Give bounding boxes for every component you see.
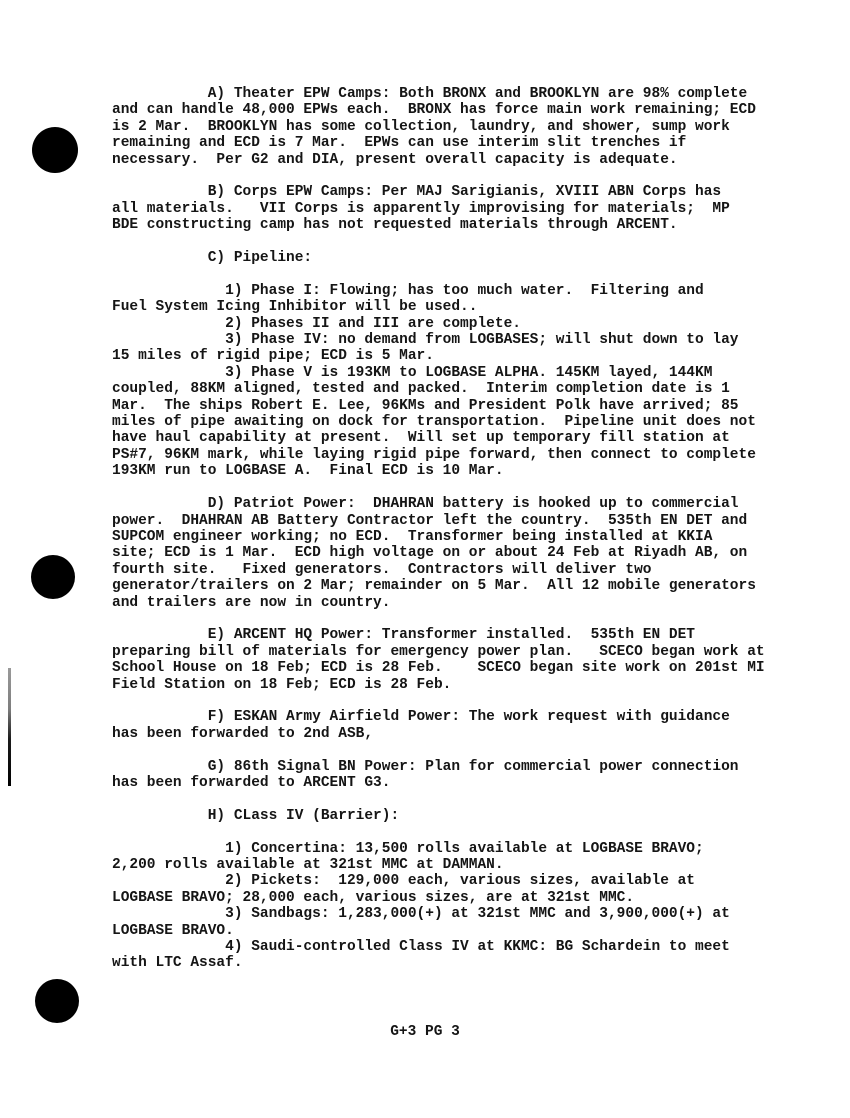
para-g-86th-signal-bn-power xyxy=(112,759,765,792)
text-line: PS#7, 96KM mark, while laying rigid pipe forward, then connect to complete xyxy=(112,446,756,463)
text-line: all materials. VII Corps is apparently improvising for materials; MP xyxy=(112,200,730,217)
text-line: F) ESKAN Army Airfield Power: The work request with guidance xyxy=(112,709,730,726)
text-line: C) Pipeline: xyxy=(112,250,313,267)
para-a-theater-epw-camps xyxy=(112,86,765,168)
text-line: 3) Phase IV: no demand from LOGBASES; will shut down to lay xyxy=(112,332,739,349)
text-line: fourth site. Fixed generators. Contractors will deliver two xyxy=(112,561,652,578)
text-line: H) CLass IV (Barrier): xyxy=(112,807,400,824)
para-b-corps-epw-camps xyxy=(112,184,765,233)
text-line: 1) Phase I: Flowing; has too much water. Filtering and xyxy=(112,282,704,299)
hole-punch-mark xyxy=(35,979,79,1023)
text-line: 2) Phases II and III are complete. xyxy=(112,315,521,332)
text-line: Field Station on 18 Feb; ECD is 28 Feb. xyxy=(112,676,452,693)
text-line: SUPCOM engineer working; no ECD. Transformer being installed at KKIA xyxy=(112,528,713,545)
text-line: necessary. Per G2 and DIA, present overall capacity is adequate. xyxy=(112,151,678,168)
text-line: 193KM run to LOGBASE A. Final ECD is 10 Mar. xyxy=(112,463,504,480)
text-line: is 2 Mar. BROOKLYN has some collection, laundry, and shower, sump work xyxy=(112,118,730,135)
text-line: have haul capability at present. Will set up temporary fill station at xyxy=(112,430,730,447)
text-line: 3) Phase V is 193KM to LOGBASE ALPHA. 145KM layed, 144KM xyxy=(112,364,713,381)
text-line: A) Theater EPW Camps: Both BRONX and BROOKLYN are 98% complete xyxy=(112,86,748,102)
text-line: and trailers are now in country. xyxy=(112,594,391,611)
text-line: has been forwarded to 2nd ASB, xyxy=(112,725,374,742)
text-line: D) Patriot Power: DHAHRAN battery is hooked up to commercial xyxy=(112,496,739,513)
text-line: School House on 18 Feb; ECD is 28 Feb. SCECO began site work on 201st MI xyxy=(112,660,765,677)
text-line: LOGBASE BRAVO. xyxy=(112,922,234,939)
text-line: LOGBASE BRAVO; 28,000 each, various sizes, are at 321st MMC. xyxy=(112,889,635,906)
para-h-class-iv-items xyxy=(112,841,765,972)
text-line: coupled, 88KM aligned, tested and packed. Interim completion date is 1 xyxy=(112,381,730,398)
text-line: Fuel System Icing Inhibitor will be used.. xyxy=(112,299,478,316)
page-footer: G+3 PG 3 xyxy=(390,1024,460,1040)
text-line: generator/trailers on 2 Mar; remainder on 5 Mar. All 12 mobile generators xyxy=(112,578,756,595)
text-line: BDE constructing camp has not requested materials through ARCENT. xyxy=(112,217,678,234)
text-line: has been forwarded to ARCENT G3. xyxy=(112,774,391,791)
text-line: E) ARCENT HQ Power: Transformer installed. 535th EN DET xyxy=(112,627,695,644)
text-line: miles of pipe awaiting on dock for transportation. Pipeline unit does not xyxy=(112,414,756,431)
para-c-pipeline-items xyxy=(112,283,765,480)
text-line: with LTC Assaf. xyxy=(112,955,243,972)
text-line: remaining and ECD is 7 Mar. EPWs can use interim slit trenches if xyxy=(112,135,687,152)
text-line: power. DHAHRAN AB Battery Contractor left the country. 535th EN DET and xyxy=(112,512,748,529)
text-line: 2) Pickets: 129,000 each, various sizes, available at xyxy=(112,873,695,890)
para-c-pipeline-heading xyxy=(112,250,765,266)
text-line: 2,200 rolls available at 321st MMC at DAMMAN. xyxy=(112,856,504,873)
text-line: 3) Sandbags: 1,283,000(+) at 321st MMC and 3,900,000(+) at xyxy=(112,906,730,923)
text-line: Mar. The ships Robert E. Lee, 96KMs and President Polk have arrived; 85 xyxy=(112,397,739,414)
text-line: preparing bill of materials for emergency power plan. SCECO began work at xyxy=(112,643,765,660)
para-h-class-iv-heading xyxy=(112,808,765,824)
text-line: G) 86th Signal BN Power: Plan for commercial power connection xyxy=(112,758,739,775)
scan-edge-artifact xyxy=(8,668,11,786)
text-line: 15 miles of rigid pipe; ECD is 5 Mar. xyxy=(112,348,434,365)
document-body xyxy=(112,86,765,972)
hole-punch-mark xyxy=(31,555,75,599)
para-f-eskan-airfield-power xyxy=(112,709,765,742)
para-d-patriot-power xyxy=(112,496,765,611)
para-e-arcent-hq-power xyxy=(112,627,765,693)
text-line: 4) Saudi-controlled Class IV at KKMC: BG Schardein to meet xyxy=(112,938,730,955)
text-line: and can handle 48,000 EPWs each. BRONX has force main work remaining; ECD xyxy=(112,102,756,119)
text-line: B) Corps EPW Camps: Per MAJ Sarigianis, XVIII ABN Corps has xyxy=(112,184,722,201)
hole-punch-mark xyxy=(32,127,78,173)
text-line: site; ECD is 1 Mar. ECD high voltage on or about 24 Feb at Riyadh AB, on xyxy=(112,545,748,562)
text-line: 1) Concertina: 13,500 rolls available at LOGBASE BRAVO; xyxy=(112,840,704,857)
